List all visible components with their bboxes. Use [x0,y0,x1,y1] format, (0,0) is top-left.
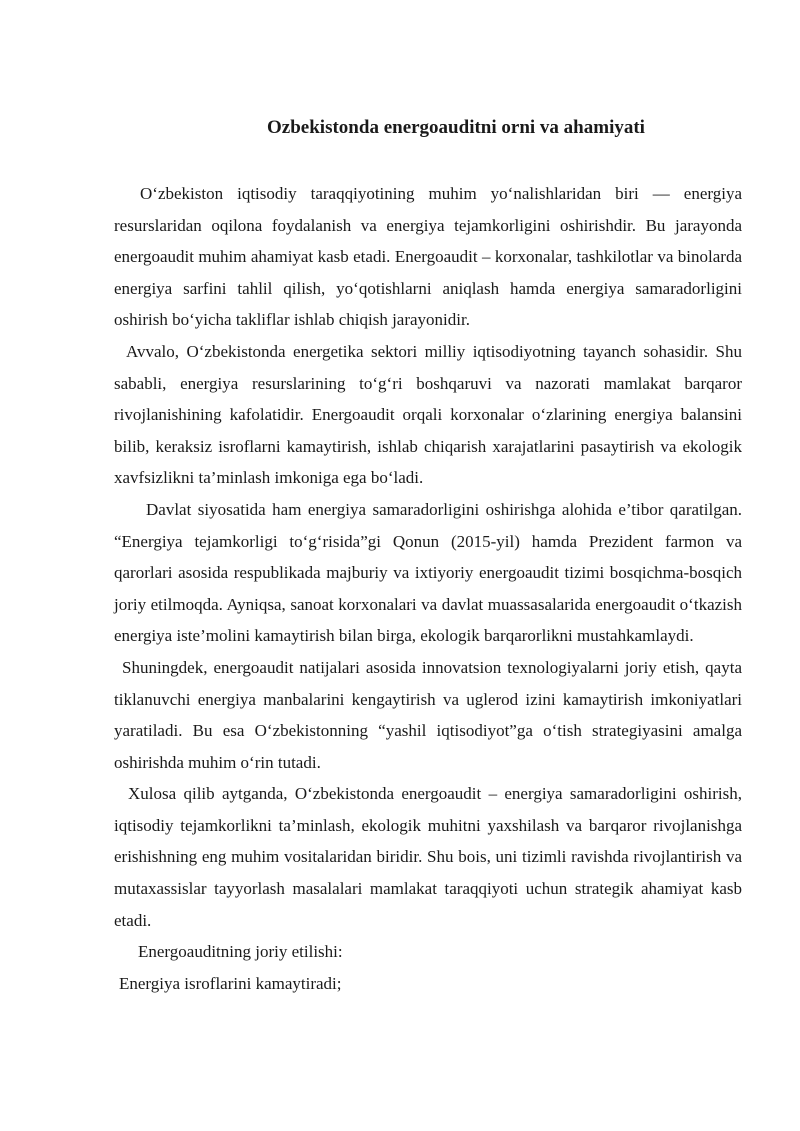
paragraph-conclusion: Xulosa qilib aytganda, O‘zbekistonda energoaudit – energiya samaradorligini oshirish, iqtisodiy tejamkorlikni ta’minlash, ekologik muhitni yaxshilash va barqaror rivojlanishga erishishning eng muhim vositalaridan biridir. Shu bois, uni tizimli ravishda rivojlantirish va mutaxassislar tayyorlash masalalari mamlakat taraqqiyoti uchun strategik ahamiyat kasb etadi. [114,784,742,930]
list-heading: Energoauditning joriy etilishi: [138,942,343,962]
list-item: Energiya isroflarini kamaytiradi; [119,973,342,993]
document-body [114,178,742,999]
document-title: Ozbekistonda energoauditni orni va ahamiyati [267,117,645,138]
paragraph-state-policy: Davlat siyosatida ham energiya samaradorligini oshirishga alohida e’tibor qaratilgan. “Energiya tejamkorligi to‘g‘risida”gi Qonun (2015-yil) hamda Prezident farmon va qarorlari asosida respublikada majburiy va ixtiyoriy energoaudit tizimi bosqichma-bosqich joriy etilmoqda. Ayniqsa, sanoat korxonalari va davlat muassasalarida energoaudit o‘tkazish energiya iste’molini kamaytirish bilan birga, ekologik barqarorlikni mustahkamlaydi. [114,499,742,646]
paragraph-innovation: Shuningdek, energoaudit natijalari asosida innovatsion texnologiyalarni joriy etish, qayta tiklanuvchi energiya manbalarini kengaytirish va uglerod izini kamaytirish imkoniyatlari yaratiladi. Bu esa O‘zbekistonning “yashil iqtisodiyot”ga o‘tish strategiyasini amalga oshirishda muhim o‘rin tutadi. [114,657,742,772]
paragraph-intro: O‘zbekiston iqtisodiy taraqqiyotining muhim yo‘nalishlaridan biri — energiya resurslaridan oqilona foydalanish va energiya tejamkorligini oshirishdir. Bu jarayonda energoaudit muhim ahamiyat kasb etadi. Energoaudit – korxonalar, tashkilotlar va binolarda energiya sarfini tahlil qilish, yo‘qotishlarni aniqlash hamda energiya samaradorligini oshirish bo‘yicha takliflar ishlab chiqish jarayonidir. [114,184,742,330]
paragraph-energy-sector: Avvalo, O‘zbekistonda energetika sektori milliy iqtisodiyotning tayanch sohasidir. Shu sababli, energiya resurslarining to‘g‘ri boshqaruvi va nazorati mamlakat barqaror rivojlanishining kafolatidir. Energoaudit orqali korxonalar o‘zlarining energiya balansini bilib, keraksiz isroflarni kamaytirish, ishlab chiqarish xarajatlarini pasaytirish va ekologik xavfsizlikni ta’minlash imkoniga ega bo‘ladi. [114,341,742,488]
